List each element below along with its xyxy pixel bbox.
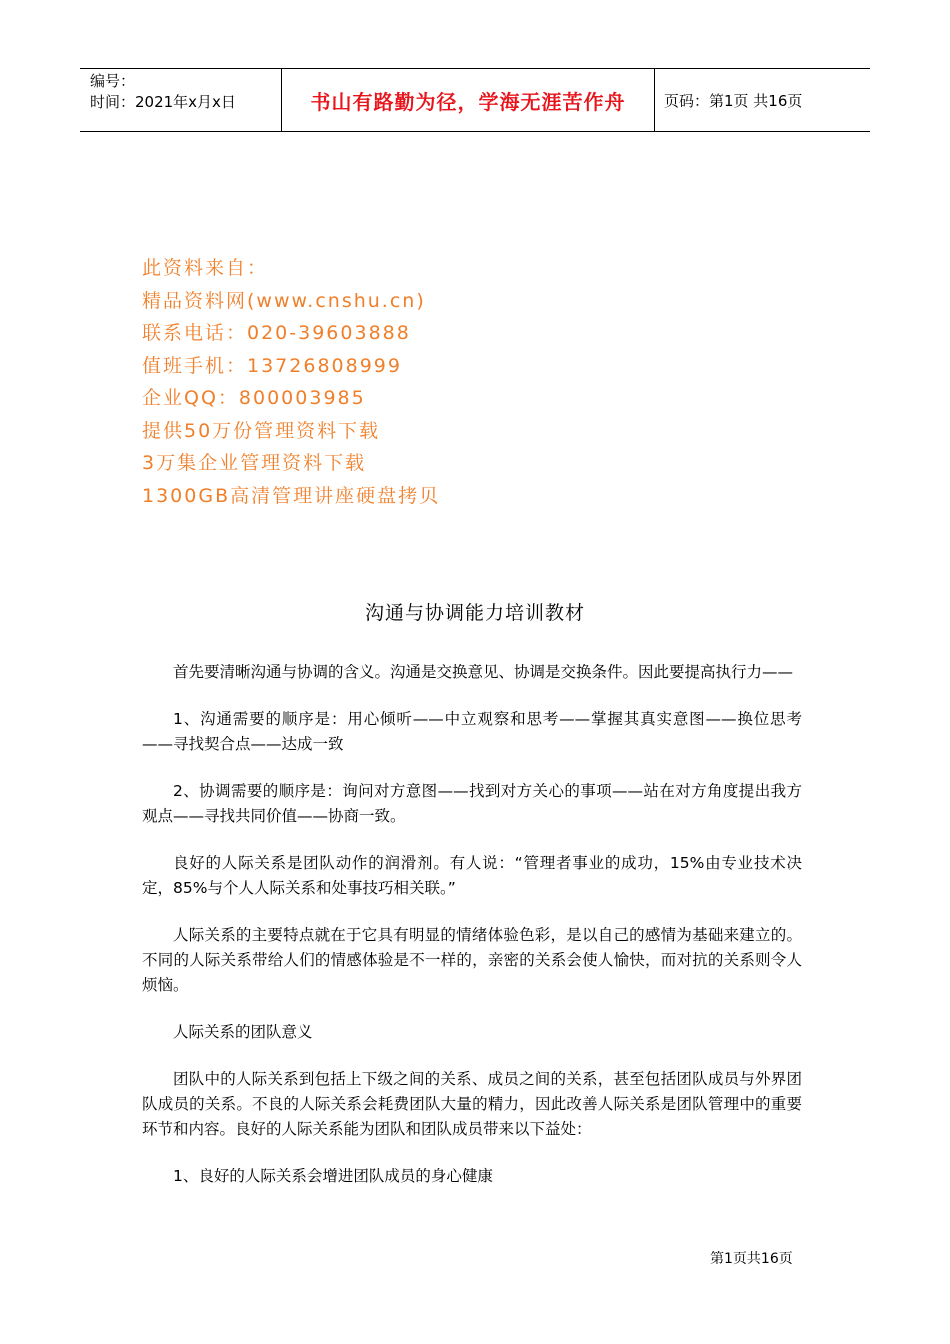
promo-line: 企业QQ：800003985 [142,387,366,409]
promo-line: 联系电话：020-39603888 [142,322,411,344]
promo-line: 此资料来自： [142,257,269,279]
paragraph: 2、协调需要的顺序是：询问对方意图——找到对方关心的事项——站在对方角度提出我方观点——寻找共同价值——协商一致。 [142,782,802,825]
time-label: 时间：2021年x月x日 [90,93,236,111]
paragraph: 1、沟通需要的顺序是：用心倾听——中立观察和思考——掌握其真实意图——换位思考——寻找契合点——达成一致 [142,710,802,753]
paragraph: 团队中的人际关系到包括上下级之间的关系、成员之间的关系，甚至包括团队成员与外界团队成员的关系。不良的人际关系会耗费团队大量的精力，因此改善人际关系是团队管理中的重要环节和内容。良好的人际关系能为团队和团队成员带来以下益处： [142,1070,802,1138]
paragraph: 人际关系的主要特点就在于它具有明显的情绪体验色彩，是以自己的感情为基础来建立的。不同的人际关系带给人们的情感体验是不一样的，亲密的关系会使人愉快，而对抗的关系则令人烦恼。 [142,926,802,994]
promo-line: 精品资料网(www.cnshu.cn) [142,289,426,312]
header-page-info: 页码：第1页 共16页 [664,91,803,110]
section-heading: 人际关系的团队意义 [173,1023,313,1041]
promo-line: 值班手机：13726808999 [142,354,402,377]
page-footer: 第1页共16页 [710,1251,793,1267]
promo-block [142,252,440,512]
list-item: 1、良好的人际关系会增进团队成员的身心健康 [173,1167,493,1185]
page-header [80,68,870,132]
number-label: 编号： [90,72,136,90]
paragraph: 良好的人际关系是团队动作的润滑剂。有人说：“管理者事业的成功，15%由专业技术决定，85%与个人人际关系和处事技巧相关联。” [142,854,802,897]
header-meta [90,71,280,113]
promo-line: 3万集企业管理资料下载 [142,452,367,474]
promo-line: 提供50万份管理资料下载 [142,419,381,442]
document-body [142,660,802,1189]
header-motto: 书山有路勤为径，学海无涯苦作舟 [281,69,655,131]
promo-line: 1300GB高清管理讲座硬盘拷贝 [142,484,441,507]
paragraph: 首先要清晰沟通与协调的含义。沟通是交换意见、协调是交换条件。因此要提高执行力—— [173,663,794,681]
document-title: 沟通与协调能力培训教材 [364,602,585,624]
